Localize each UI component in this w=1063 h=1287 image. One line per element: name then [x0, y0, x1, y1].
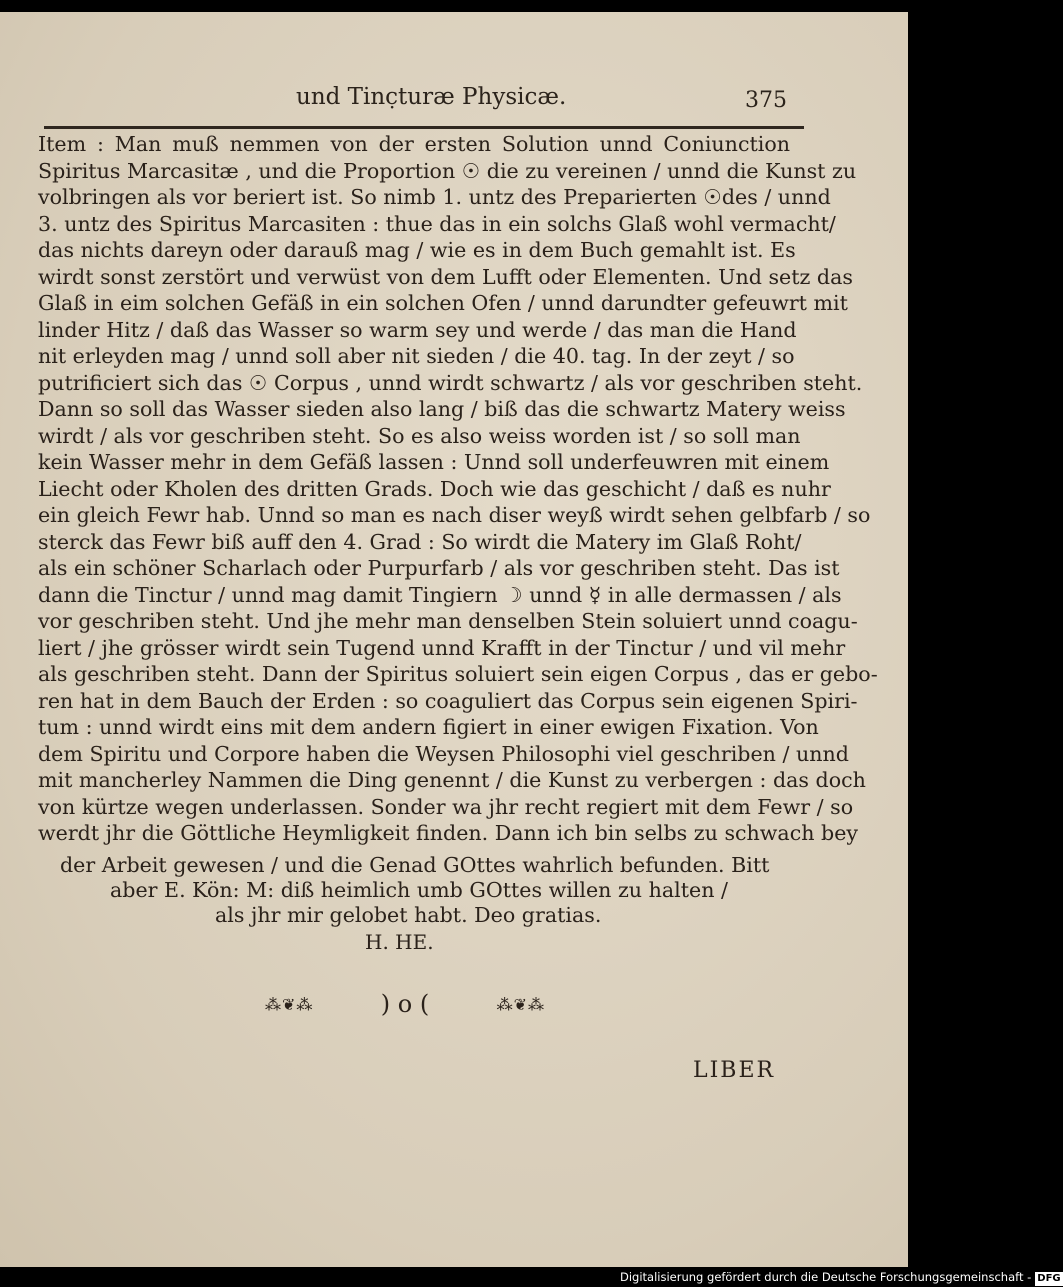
text-line: sterck das Fewr biß auff den 4. Grad : So wirdt die Matery im Glaß Roht/ [38, 529, 802, 554]
text-line: Item : Man muß nemmen von der ersten Solution unnd Coniunction [38, 132, 790, 156]
footer-credit [620, 1267, 1061, 1287]
page-number: 375 [745, 88, 787, 113]
ornament-divider [265, 990, 545, 1018]
text-line: vor geschriben steht. Und jhe mehr man denselben Stein soluiert unnd coagu- [38, 609, 858, 633]
header-rule [44, 126, 804, 129]
text-line: wirdt sonst zerstört und verwüst von dem Lufft oder Elementen. Und setz das [38, 264, 853, 289]
text-line: nit erleyden mag / unnd soll aber nit sieden / die 40. tag. In der zeyt / so [38, 344, 795, 368]
ornament-left-icon: ⁂❦⁂ [265, 994, 314, 1014]
text-line: liert / jhe grösser wirdt sein Tugend unnd Krafft in der Tinctur / und vil mehr [38, 635, 846, 660]
text-line: 3. untz des Spiritus Marcasiten : thue das in ein solchs Glaß wohl vermacht/ [38, 211, 836, 236]
text-line: Glaß in eim solchen Gefäß in ein solchen Ofen / unnd darundter gefeuwrt mit [38, 291, 848, 315]
text-line: kein Wasser mehr in dem Gefäß lassen : Unnd soll underfeuwren mit einem [38, 450, 830, 474]
text-line: wirdt / als vor geschriben steht. So es also weiss worden ist / so soll man [38, 423, 801, 448]
running-head [0, 84, 908, 120]
running-title: und Tinc̣turæ Physicæ. [296, 84, 567, 110]
text-line: putrificiert sich das ☉ Corpus , unnd wirdt schwartz / als vor geschriben steht. [38, 370, 863, 395]
text-line: ein gleich Fewr hab. Unnd so man es nach diser weyß wirdt sehen gelbfarb / so [38, 503, 871, 527]
ornament-middle: ) o ( [380, 990, 430, 1018]
text-line: tum : unnd wirdt eins mit dem andern figiert in einer ewigen Fixation. Von [38, 715, 819, 739]
text-line: dann die Tinctur / unnd mag damit Tingiern ☽ unnd ☿ in alle dermassen / als [38, 582, 842, 607]
closing-line: aber E. Kön: M: diß heimlich umb GOttes willen zu halten / [110, 878, 728, 902]
closing-line: der Arbeit gewesen / und die Genad GOttes wahrlich befunden. Bitt [60, 853, 770, 877]
text-line: als ein schöner Scharlach oder Purpurfarb / als vor geschriben steht. Das ist [38, 556, 840, 580]
ornament-right-icon: ⁂❦⁂ [496, 994, 545, 1014]
text-line: volbringen als vor beriert ist. So nimb 1. untz des Preparierten ☉des / unnd [38, 185, 831, 209]
footer-text: Digitalisierung gefördert durch die Deutsche Forschungsgemeinschaft - [620, 1270, 1032, 1284]
body-text [38, 131, 878, 847]
text-line: Spiritus Marcasitæ , und die Proportion ☉ die zu vereinen / unnd die Kunst zu [38, 158, 857, 183]
text-line: dem Spiritu und Corpore haben die Weysen Philosophi viel geschriben / unnd [38, 741, 849, 766]
text-line: Liecht oder Kholen des dritten Grads. Doch wie das geschicht / daß es nuhr [38, 476, 831, 501]
text-line: ren hat in dem Bauch der Erden : so coaguliert das Corpus sein eigenen Spiri- [38, 688, 858, 713]
text-line: von kürtze wegen underlassen. Sonder wa jhr recht regiert mit dem Fewr / so [38, 794, 854, 819]
signature: H. HE. [365, 930, 434, 954]
catchword: LIBER [693, 1058, 776, 1083]
dfg-logo: DFG [1037, 1273, 1061, 1284]
text-line: werdt jhr die Göttliche Heymligkeit finden. Dann ich bin selbs zu schwach bey [38, 821, 859, 845]
text-line: mit mancherley Nammen die Ding genennt / die Kunst zu verbergen : das doch [38, 768, 866, 792]
text-line: Dann so soll das Wasser sieden also lang / biß das die schwartz Matery weiss [38, 397, 846, 421]
text-line: als geschriben steht. Dann der Spiritus soluiert sein eigen Corpus , das er gebo- [38, 662, 878, 686]
book-page [0, 12, 908, 1267]
text-line: linder Hitz / daß das Wasser so warm sey und werde / das man die Hand [38, 317, 797, 342]
closing-line: als jhr mir gelobet habt. Deo gratias. [215, 903, 602, 927]
text-line: das nichts dareyn oder darauß mag / wie es in dem Buch gemahlt ist. Es [38, 238, 796, 262]
